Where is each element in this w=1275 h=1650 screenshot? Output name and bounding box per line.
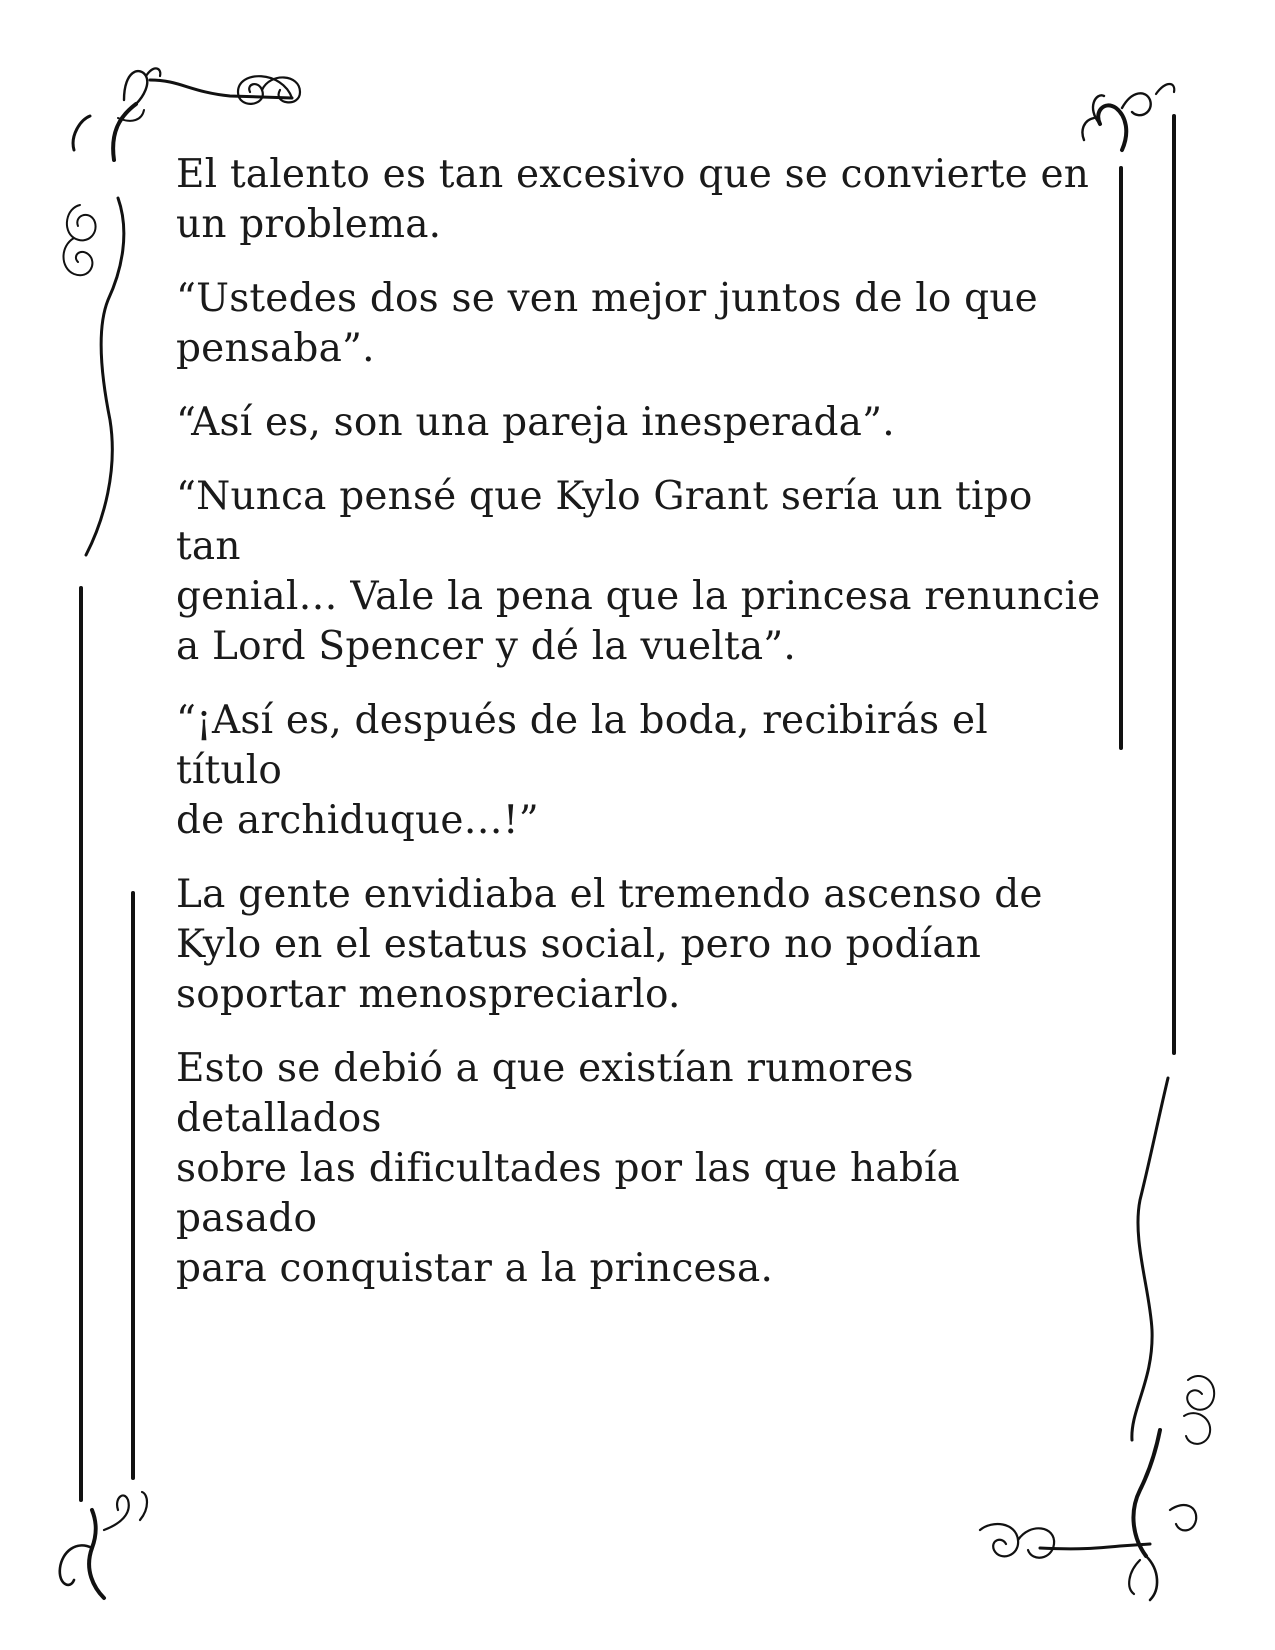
bottom-left-flourish — [60, 1492, 147, 1598]
top-right-flourish — [1082, 84, 1174, 150]
page-text — [176, 150, 1106, 1318]
paragraph-6: La gente envidiaba el tremendo ascenso de Kylo en el estatus social, pero no podían soportar menospreciarlo. — [176, 872, 1043, 1017]
paragraph-7: Esto se debió a que existían rumores detallados sobre las dificultades por las que había pasado para conquistar a la princesa. — [176, 1046, 961, 1291]
paragraph-1: El talento es tan excesivo que se convierte en un problema. — [176, 152, 1090, 247]
paragraph-2: “Ustedes dos se ven mejor juntos de lo que pensaba”. — [176, 276, 1038, 371]
paragraph-4: “Nunca pensé que Kylo Grant sería un tipo tan genial… Vale la pena que la princesa renuncie a Lord Spencer y dé la vuelta”. — [176, 474, 1101, 669]
paragraph-3: “Así es, son una pareja inesperada”. — [176, 400, 895, 445]
paragraph-5: “¡Así es, después de la boda, recibirás el título de archiduque…!” — [176, 698, 988, 843]
